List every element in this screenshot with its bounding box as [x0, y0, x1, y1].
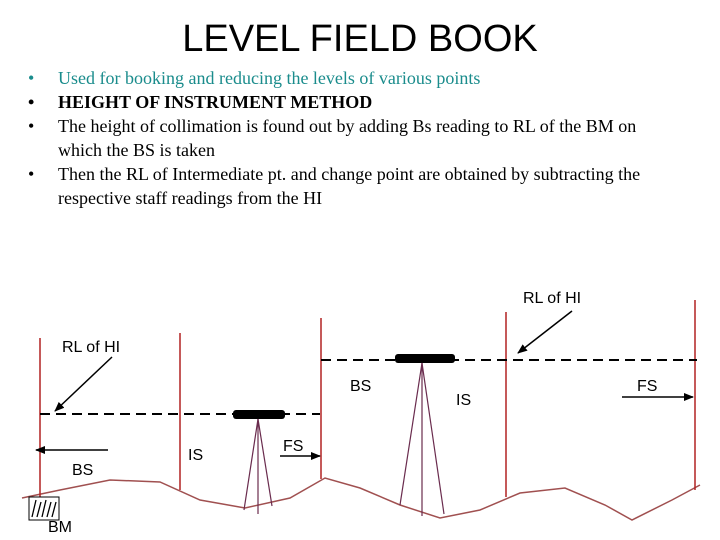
- bullet-text: HEIGHT OF INSTRUMENT METHOD: [58, 92, 373, 112]
- bullet-text: The height of collimation is found out by adding Bs reading to RL of the BM on which the BS is taken: [58, 116, 637, 160]
- tripod-leg: [422, 363, 444, 514]
- bm-label: BM: [48, 519, 72, 536]
- is-left-label: IS: [188, 447, 204, 464]
- rl-hi-right-label: RL of HI: [523, 290, 582, 307]
- rl-hi-left-arrow: [55, 357, 112, 411]
- slide-title: LEVEL FIELD BOOK: [182, 18, 538, 60]
- bullet-text: Then the RL of Intermediate pt. and change point are obtained by subtracting the respective staff readings from the HI: [58, 164, 641, 208]
- fs-right-label: FS: [637, 378, 658, 395]
- benchmark-icon: [29, 497, 59, 520]
- bullet-text: Used for booking and reducing the levels of various points: [58, 68, 481, 88]
- bs-left-label: BS: [72, 462, 94, 479]
- bullet-dot: •: [28, 116, 35, 136]
- bullet-dot: •: [28, 68, 35, 88]
- level-instrument-left: [233, 410, 285, 419]
- bs-right-label: BS: [350, 378, 372, 395]
- tripod-leg: [400, 363, 422, 505]
- level-instrument-right: [395, 354, 455, 363]
- tripod-leg: [244, 419, 258, 510]
- rl-hi-right-arrow: [518, 311, 572, 353]
- is-right-label: IS: [456, 392, 472, 409]
- bullet-dot: •: [28, 164, 35, 184]
- tripod-leg: [258, 419, 272, 506]
- rl-hi-left-label: RL of HI: [62, 339, 121, 356]
- ground-profile: [22, 478, 700, 520]
- fs-left-label: FS: [283, 438, 304, 455]
- bullet-dot: •: [28, 92, 35, 112]
